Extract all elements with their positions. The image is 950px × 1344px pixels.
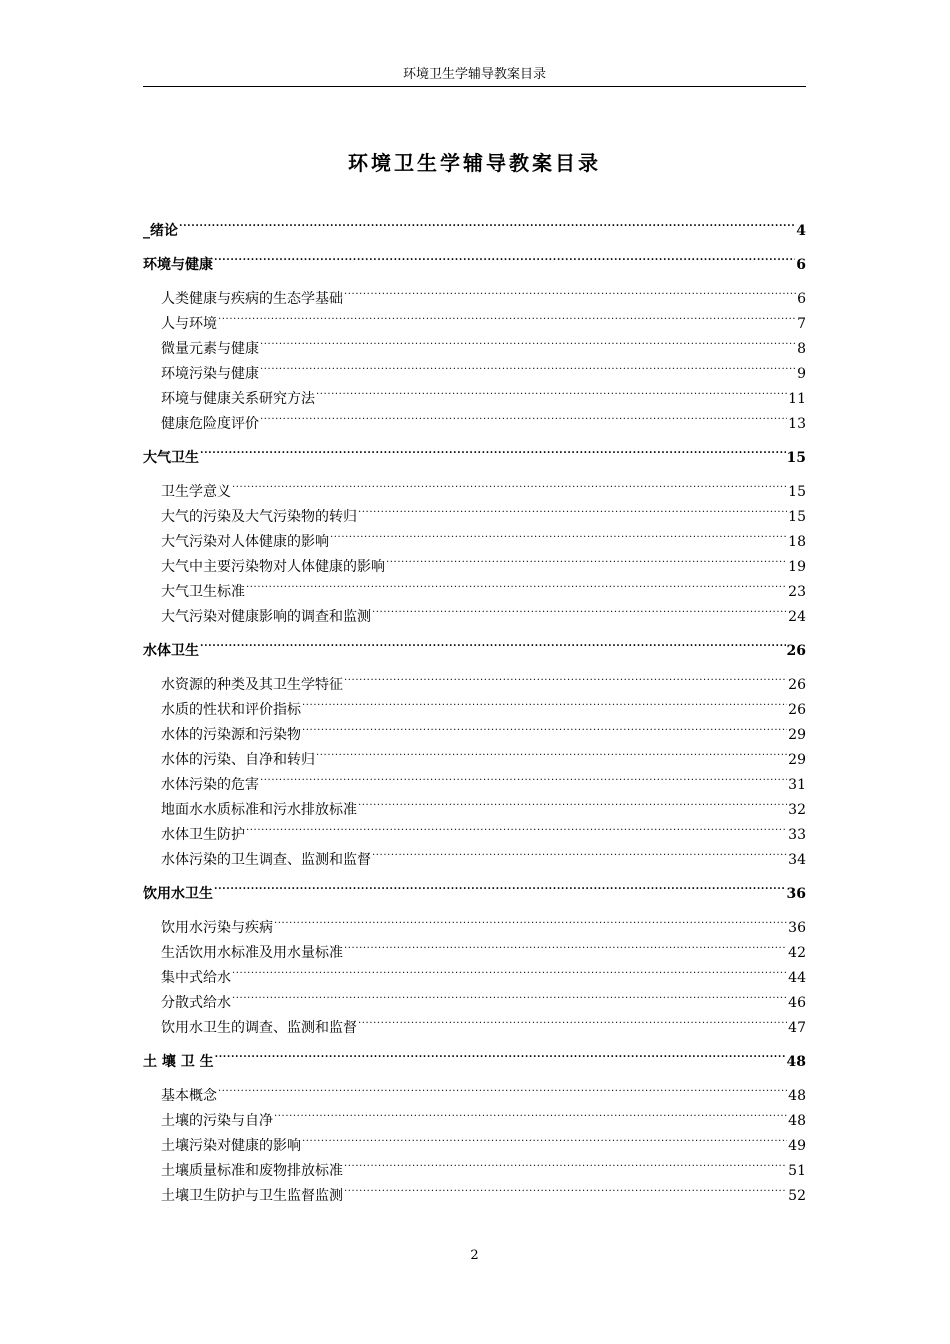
toc-section-title: 土壤卫生防护与卫生监督监测 — [161, 1188, 343, 1204]
toc-section-page: 19 — [788, 559, 806, 575]
toc-dot-leader — [344, 1175, 787, 1200]
toc-section-page: 15 — [788, 484, 806, 500]
toc-section-page: 15 — [788, 509, 806, 525]
toc-section-page: 44 — [788, 970, 806, 986]
toc-chapter-page: 6 — [796, 257, 806, 273]
toc-section-title: 基本概念 — [161, 1088, 217, 1104]
toc-section-entry[interactable] — [143, 982, 806, 1011]
toc-section-title: 水体污染的卫生调查、监测和监督 — [161, 852, 371, 868]
toc-dot-leader — [330, 521, 787, 546]
toc-chapter-entry[interactable] — [143, 873, 806, 902]
toc-dot-leader — [260, 353, 796, 378]
toc-section-page: 6 — [797, 291, 806, 307]
toc-dot-leader — [344, 278, 796, 303]
toc-dot-leader — [218, 303, 796, 328]
toc-section-entry[interactable] — [143, 1100, 806, 1129]
toc-section-page: 9 — [797, 366, 806, 382]
toc-dot-leader — [274, 907, 787, 932]
toc-section-page: 18 — [788, 534, 806, 550]
toc-section-title: 水体的污染源和污染物 — [161, 727, 301, 743]
toc-section-page: 52 — [788, 1188, 806, 1204]
toc-chapter-page: 4 — [796, 223, 806, 239]
toc-section-title: 生活饮用水标准及用水量标准 — [161, 945, 343, 961]
toc-section-title: 水质的性状和评价指标 — [161, 702, 301, 718]
toc-chapter-entry[interactable] — [143, 1041, 806, 1070]
toc-section-title: 人类健康与疾病的生态学基础 — [161, 291, 343, 307]
toc-section-entry[interactable] — [143, 1007, 806, 1036]
toc-section-page: 42 — [788, 945, 806, 961]
toc-section-entry[interactable] — [143, 328, 806, 357]
toc-section-page: 32 — [788, 802, 806, 818]
toc-section-page: 31 — [788, 777, 806, 793]
toc-section-entry[interactable] — [143, 907, 806, 936]
toc-section-entry[interactable] — [143, 303, 806, 332]
toc-dot-leader — [302, 1125, 787, 1150]
toc-section-title: 水资源的种类及其卫生学特征 — [161, 677, 343, 693]
toc-section-page: 34 — [788, 852, 806, 868]
toc-section-title: 水体的污染、自净和转归 — [161, 752, 315, 768]
toc-dot-leader — [214, 873, 786, 898]
toc-section-page: 29 — [788, 752, 806, 768]
page-header — [143, 66, 806, 87]
toc-chapter-page: 26 — [786, 643, 806, 659]
toc-section-page: 48 — [788, 1113, 806, 1129]
toc-section-page: 46 — [788, 995, 806, 1011]
toc-dot-leader — [372, 839, 787, 864]
toc-dot-leader — [344, 1150, 787, 1175]
toc-section-page: 33 — [788, 827, 806, 843]
toc-section-title: 大气中主要污染物对人体健康的影响 — [161, 559, 385, 575]
toc-section-title: 水体卫生防护 — [161, 827, 245, 843]
toc-dot-leader — [260, 764, 787, 789]
page-header-text: 环境卫生学辅导教案目录 — [402, 67, 546, 82]
toc-dot-leader — [358, 496, 787, 521]
toc-section-page: 8 — [797, 341, 806, 357]
toc-dot-leader — [316, 739, 787, 764]
toc-section-page: 49 — [788, 1138, 806, 1154]
toc-chapter-page: 15 — [786, 450, 806, 466]
toc-section-title: 人与环境 — [161, 316, 217, 332]
toc-section-title: 土壤质量标准和废物排放标准 — [161, 1163, 343, 1179]
toc-chapter-title: _绪论 — [143, 223, 178, 239]
toc-section-title: 饮用水污染与疾病 — [161, 920, 273, 936]
toc-chapter-title: 环境与健康 — [143, 257, 213, 273]
toc-section-page: 24 — [788, 609, 806, 625]
toc-section-page: 47 — [788, 1020, 806, 1036]
toc-dot-leader — [344, 932, 787, 957]
toc-section-page: 7 — [797, 316, 806, 332]
toc-dot-leader — [232, 471, 787, 496]
toc-section-title: 大气污染对健康影响的调查和监测 — [161, 609, 371, 625]
toc-section-page: 26 — [788, 702, 806, 718]
toc-section-entry[interactable] — [143, 1075, 806, 1104]
toc-chapter-title: 大气卫生 — [143, 450, 199, 466]
toc-dot-leader — [358, 789, 787, 814]
toc-dot-leader — [260, 403, 787, 428]
toc-section-page: 29 — [788, 727, 806, 743]
toc-section-title: 大气卫生标准 — [161, 584, 245, 600]
toc-chapter-entry[interactable] — [143, 630, 806, 659]
toc-dot-leader — [232, 982, 787, 1007]
toc-dot-leader — [302, 689, 787, 714]
toc-dot-leader — [358, 1007, 787, 1032]
toc-section-page: 11 — [788, 391, 806, 407]
toc-dot-leader — [200, 630, 786, 655]
toc-dot-leader — [246, 814, 787, 839]
toc-section-page: 26 — [788, 677, 806, 693]
toc-section-entry[interactable] — [143, 278, 806, 307]
toc-section-title: 健康危险度评价 — [161, 416, 259, 432]
toc-section-title: 环境与健康关系研究方法 — [161, 391, 315, 407]
toc-section-page: 51 — [788, 1163, 806, 1179]
toc-section-page: 48 — [788, 1088, 806, 1104]
toc-section-title: 水体污染的危害 — [161, 777, 259, 793]
toc-dot-leader — [274, 1100, 787, 1125]
toc-section-title: 微量元素与健康 — [161, 341, 259, 357]
toc-dot-leader — [246, 571, 787, 596]
toc-dot-leader — [260, 328, 796, 353]
toc-chapter-entry[interactable] — [143, 244, 806, 273]
toc-dot-leader — [372, 596, 787, 621]
table-of-contents — [143, 210, 806, 1204]
toc-chapter-entry[interactable] — [143, 437, 806, 466]
toc-chapter-page: 36 — [786, 886, 806, 902]
toc-section-entry[interactable] — [143, 957, 806, 986]
document-title: 环境卫生学辅导教案目录 — [348, 151, 601, 175]
toc-section-page: 23 — [788, 584, 806, 600]
page-number: 2 — [470, 1248, 479, 1263]
toc-section-title: 卫生学意义 — [161, 484, 231, 500]
toc-section-title: 大气污染对人体健康的影响 — [161, 534, 329, 550]
toc-chapter-title: 水体卫生 — [143, 643, 199, 659]
toc-dot-leader — [214, 244, 795, 269]
toc-section-title: 环境污染与健康 — [161, 366, 259, 382]
toc-section-page: 13 — [788, 416, 806, 432]
toc-dot-leader — [302, 714, 787, 739]
toc-section-title: 土壤污染对健康的影响 — [161, 1138, 301, 1154]
toc-section-title: 饮用水卫生的调查、监测和监督 — [161, 1020, 357, 1036]
toc-dot-leader — [316, 378, 787, 403]
toc-section-title: 大气的污染及大气污染物的转归 — [161, 509, 357, 525]
toc-dot-leader — [215, 1041, 786, 1066]
toc-chapter-title: 土 壤 卫 生 — [143, 1054, 214, 1070]
toc-section-title: 集中式给水 — [161, 970, 231, 986]
toc-dot-leader — [344, 664, 787, 689]
toc-dot-leader — [232, 957, 787, 982]
toc-chapter-entry[interactable] — [143, 210, 806, 239]
toc-chapter-page: 48 — [786, 1054, 806, 1070]
toc-section-entry[interactable] — [143, 664, 806, 693]
toc-dot-leader — [218, 1075, 787, 1100]
toc-chapter-title: 饮用水卫生 — [143, 886, 213, 902]
toc-section-page: 36 — [788, 920, 806, 936]
toc-section-entry[interactable] — [143, 471, 806, 500]
toc-section-title: 地面水水质标准和污水排放标准 — [161, 802, 357, 818]
toc-section-title: 土壤的污染与自净 — [161, 1113, 273, 1129]
toc-section-title: 分散式给水 — [161, 995, 231, 1011]
toc-dot-leader — [179, 210, 795, 235]
toc-dot-leader — [386, 546, 787, 571]
toc-dot-leader — [200, 437, 786, 462]
toc-section-entry[interactable] — [143, 496, 806, 525]
